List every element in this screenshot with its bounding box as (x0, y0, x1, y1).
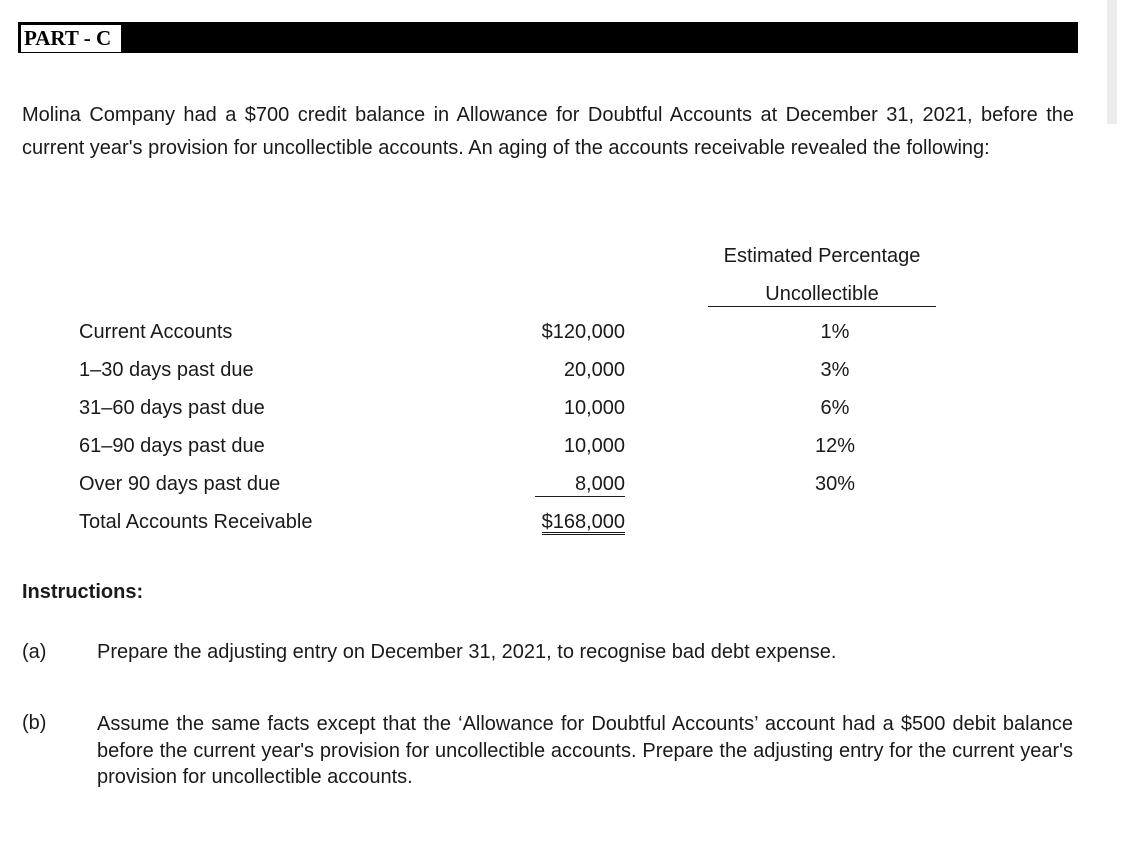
instruction-item-text: Prepare the adjusting entry on December 31, 2021, to recognise bad debt expense. (97, 641, 837, 663)
total-row-label: Total Accounts Receivable (79, 511, 313, 533)
table-row-percent: 30% (814, 473, 856, 495)
table-row-amount: 20,000 (563, 359, 625, 381)
section-title: PART - C (21, 25, 121, 52)
table-row-label: 31–60 days past due (79, 397, 265, 419)
table-row-label: Current Accounts (79, 321, 233, 343)
column-header-estimated-percentage: Estimated Percentage (723, 245, 921, 267)
table-row-amount: 10,000 (563, 435, 625, 457)
table-row-label: 61–90 days past due (79, 435, 265, 457)
column-header-uncollectible: Uncollectible (708, 282, 936, 307)
table-row-amount (500, 472, 625, 497)
table-row-label: 1–30 days past due (79, 359, 254, 381)
table-row-percent: 12% (814, 435, 856, 457)
table-row-amount: $120,000 (541, 321, 625, 343)
problem-intro-paragraph: Molina Company had a $700 credit balance in Allowance for Doubtful Accounts at December 31, 2021, before the current year's provision for uncollectible accounts. An aging of the accounts receivable revealed the following: (22, 104, 1074, 159)
scrollbar-track[interactable] (1107, 0, 1117, 124)
instruction-item-letter: (b) (22, 712, 47, 734)
table-row-percent: 6% (820, 397, 850, 419)
table-row-amount: 10,000 (563, 397, 625, 419)
instruction-item-text: Assume the same facts except that the ‘Allowance for Doubtful Accounts’ account had a $500 debit balance before the current year's provision for uncollectible accounts. Prepare the adjusting entry for the current year's provision for uncollectible accounts. (97, 713, 1073, 788)
total-row-amount (500, 510, 625, 535)
table-row-label: Over 90 days past due (79, 473, 281, 495)
section-header-bar (18, 22, 1078, 53)
instruction-item-letter: (a) (22, 641, 47, 663)
table-row-percent: 3% (820, 359, 850, 381)
table-row-percent: 1% (820, 321, 850, 343)
instructions-heading: Instructions: (22, 581, 144, 603)
total-double-underline: $168,000 (541, 511, 625, 533)
subtotal-underline: 8,000 (535, 472, 625, 497)
